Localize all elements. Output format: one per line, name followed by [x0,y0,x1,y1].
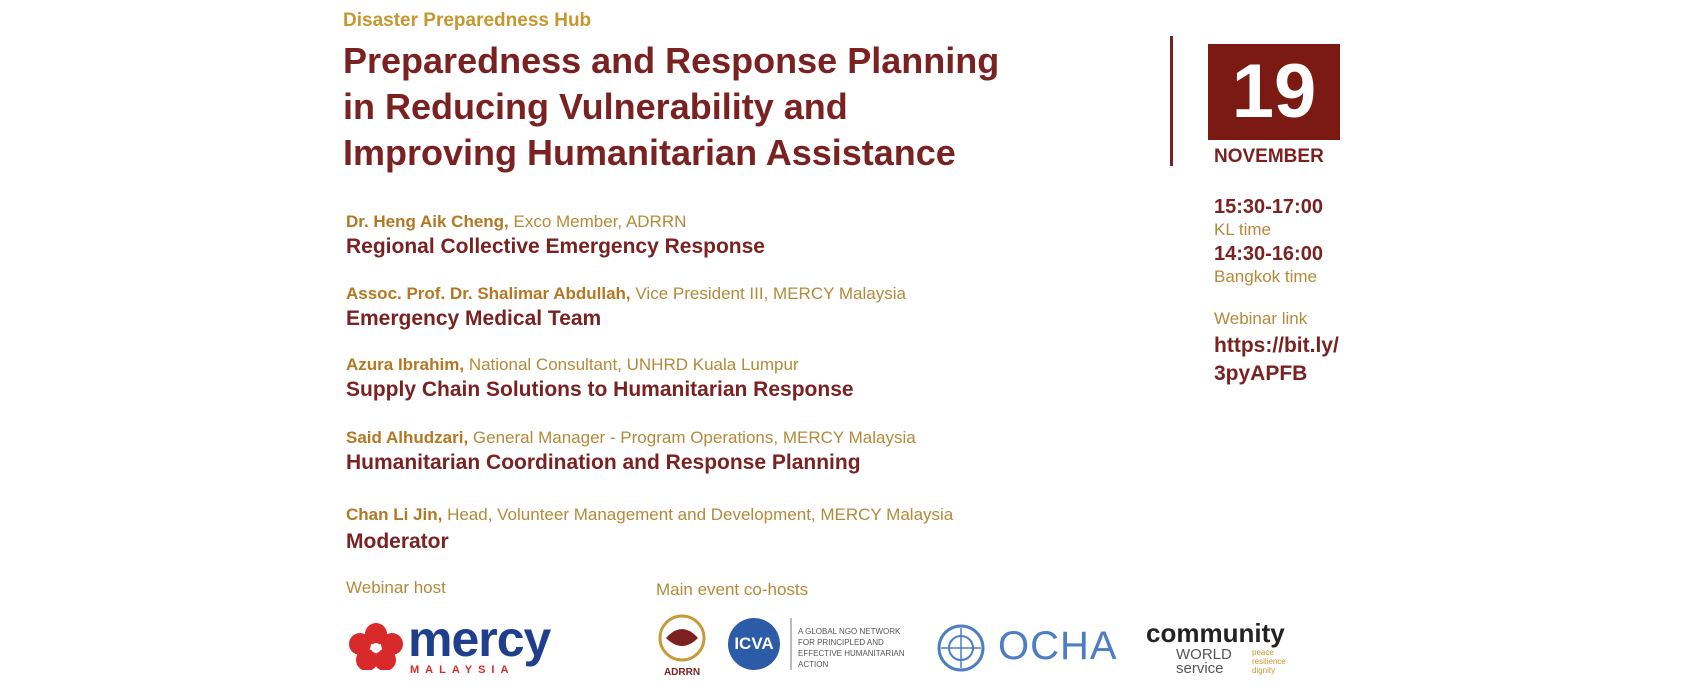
talk-title: Emergency Medical Team [346,307,602,330]
cws-tagline: peace resilience dignity [1252,648,1286,675]
event-title-line: Preparedness and Response Planning [343,40,1000,81]
speaker-line [346,212,686,232]
time-bangkok: 14:30-16:00 [1214,243,1323,265]
cws-logo-bottom: WORLD service [1176,646,1232,677]
cohost-label: Main event co-hosts [656,580,809,599]
talk-title: Humanitarian Coordination and Response Planning [346,451,861,474]
speaker-role: General Manager - Program Operations, MERCY Malaysia [468,428,916,447]
webinar-link-label: Webinar link [1214,309,1308,328]
icva-divider [790,618,792,670]
cws-logo-top: community [1146,618,1285,648]
speaker-name: Said Alhudzari, [346,428,469,447]
speaker-role: Exco Member, ADRRN [508,212,687,231]
adrrn-logo [652,614,714,676]
date-month: NOVEMBER [1214,146,1324,167]
event-title [343,38,999,176]
divider [1170,36,1173,166]
speaker-name: Dr. Heng Aik Cheng, [346,212,509,231]
speaker-line [346,505,953,525]
speaker-role: National Consultant, UNHRD Kuala Lumpur [464,355,799,374]
talk-title: Moderator [346,530,449,553]
host-label: Webinar host [346,578,446,597]
speaker-role: Head, Volunteer Management and Development, MERCY Malaysia [442,505,954,524]
speaker-name: Assoc. Prof. Dr. Shalimar Abdullah, [346,284,631,303]
speaker-role: Vice President III, MERCY Malaysia [630,284,906,303]
event-title-line: Improving Humanitarian Assistance [343,132,956,173]
ocha-logo: OCHA [998,624,1118,668]
zone-bangkok: Bangkok time [1214,267,1317,286]
date-day: 19 [1208,44,1340,140]
event-title-line: in Reducing Vulnerability and [343,86,848,127]
webinar-link[interactable]: https://bit.ly/ [1214,334,1339,357]
speaker-name: Azura Ibrahim, [346,355,465,374]
adrrn-emblem-icon [652,614,712,662]
icva-logo: ICVA [728,618,780,670]
hub-title: Disaster Preparedness Hub [343,10,592,31]
icva-tagline: A GLOBAL NGO NETWORK FOR PRINCIPLED AND EFFECTIVE HUMANITARIAN ACTION [798,627,905,669]
zone-kl: KL time [1214,220,1272,239]
adrrn-label: ADRRN [663,667,701,678]
speaker-name: Chan Li Jin, [346,505,443,524]
mercy-wordmark: mercy [408,611,551,667]
un-emblem-icon [935,622,987,679]
mercy-subtitle: MALAYSIA [410,664,515,676]
speaker-line [346,355,799,375]
speaker-line [346,284,906,304]
webinar-link-cont[interactable]: 3pyAPFB [1214,362,1308,385]
time-kl: 15:30-17:00 [1214,196,1323,218]
talk-title: Regional Collective Emergency Response [346,235,765,258]
talk-title: Supply Chain Solutions to Humanitarian Response [346,378,854,401]
speaker-line [346,428,916,448]
hibiscus-icon [346,620,406,670]
